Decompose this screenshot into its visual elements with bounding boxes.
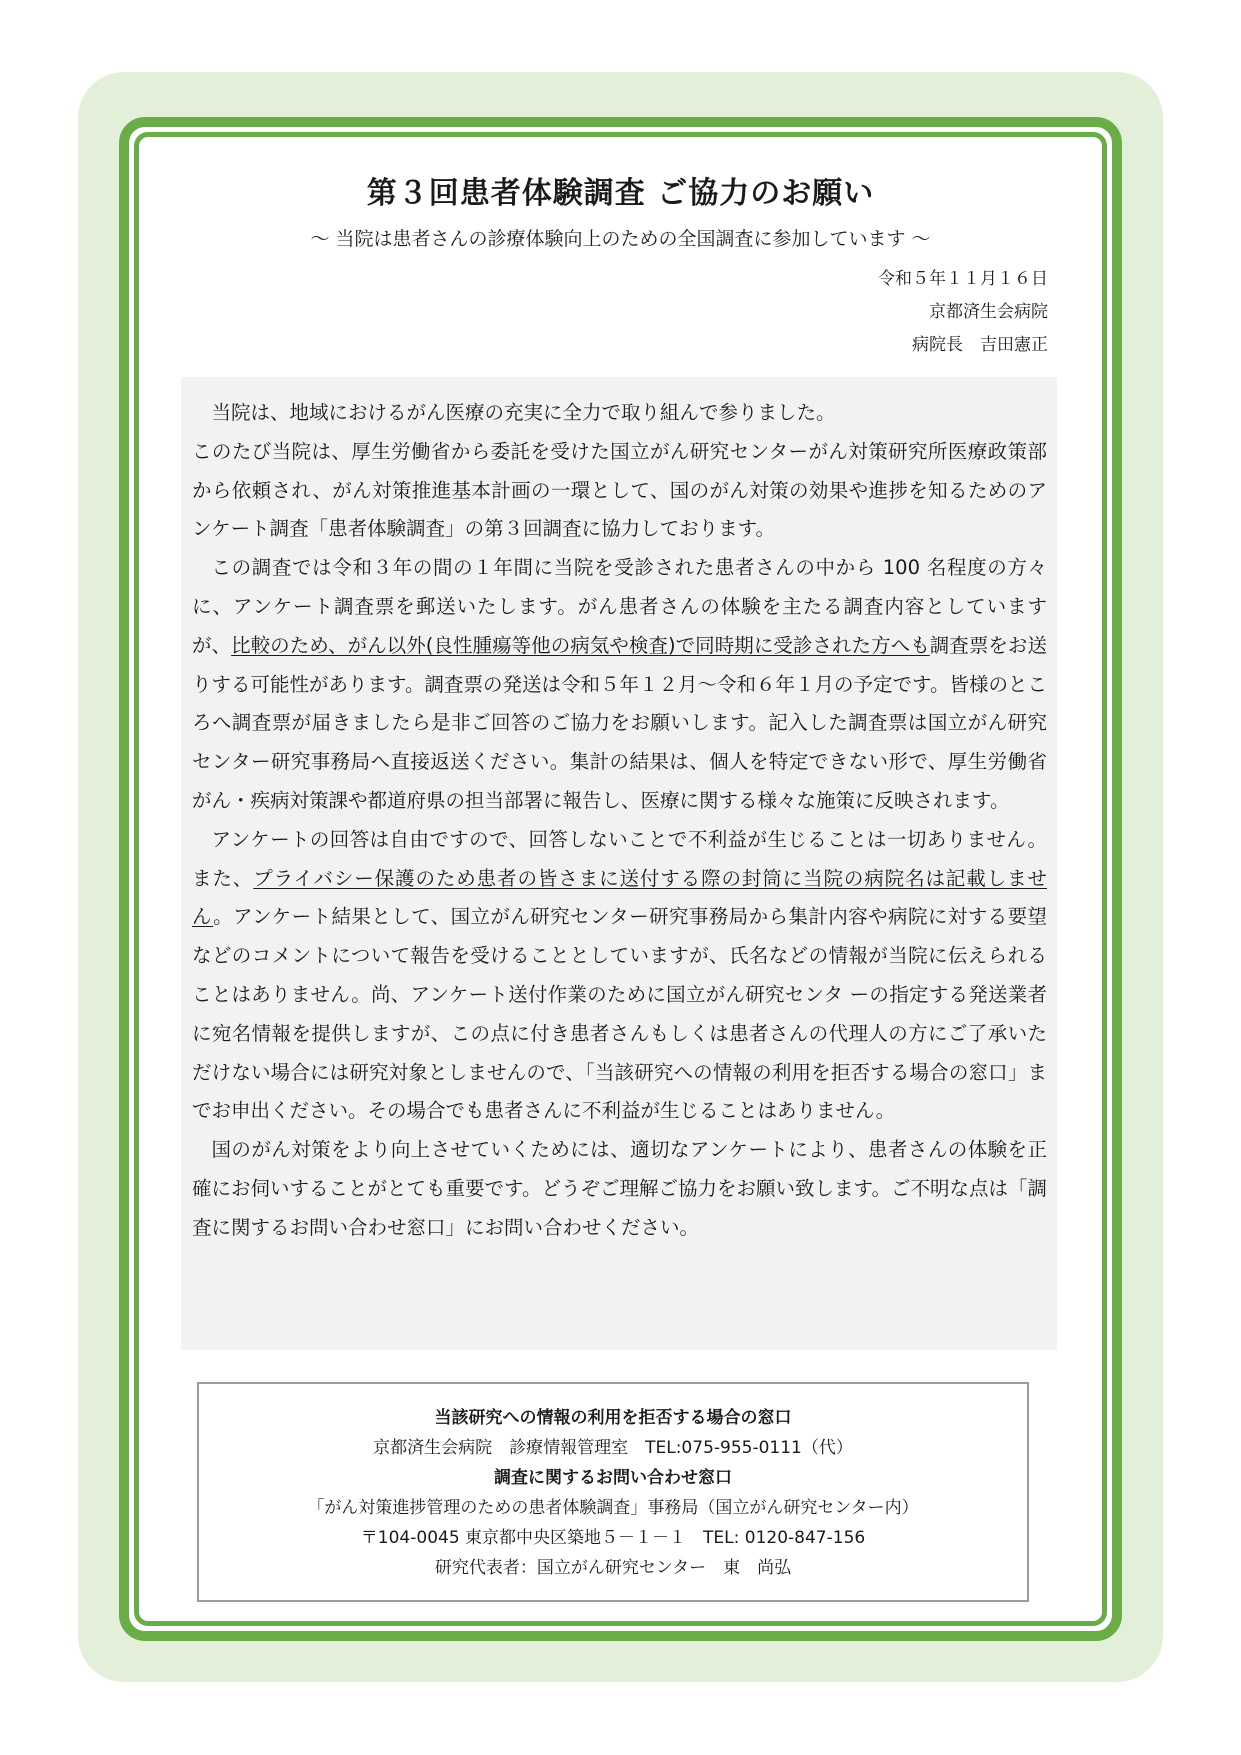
privacy-text-2: 。アンケート結果として、国立がん研究センター研究事務局から集計内容や病院に対する要望などのコメントについて報告を受けることとしていますが、氏名などの情報が当院に伝えられることはありません。尚、アンケート送付作業のために国立がん研究センタ ーの指定する発送業者に宛名情報を提供しますが、この点に付き患者さんもしくは患者さんの代理人の方にご了承いただけない場合には研究対象としませんので、「当該研究への情報の利用を拒否する場合の窓口」までお申出ください。その場合でも患者さんに不利益が生じることはありません。 — [192, 905, 1047, 1123]
issue-date: 令和５年１１月１６日 — [878, 269, 1048, 289]
paragraph-intro: 当院は、地域におけるがん医療の充実に全力で取り組んで参りました。 — [211, 401, 836, 424]
contact-box — [197, 1382, 1029, 1602]
survey-details-text-2: 調査票をお送りする可能性があります。調査票の発送は令和５年１２月～令和６年１月の予定です。皆様のところへ調査票が届きましたら是非ご回答のご協力をお願いします。記入した調査票は国立がん研究センター研究事務局へ直接返送ください。集計の結果は、個人を特定できない形で、厚生労働省がん・疾病対策課や都道府県の担当部署に報告し、医療に関する様々な施策に反映されます。 — [192, 633, 1047, 812]
paragraph-survey-details — [192, 549, 1047, 821]
notice-body — [181, 377, 1057, 1350]
refusal-contact-heading: 当該研究への情報の利用を拒否する場合の窓口 — [434, 1408, 792, 1428]
refusal-contact-line: 京都済生会病院 診療情報管理室 TEL:075-955-0111（代） — [373, 1438, 853, 1458]
page-subtitle: ～ 当院は患者さんの診療体験向上のための全国調査に参加しています ～ — [310, 228, 931, 250]
director-name: 病院長 吉田憲正 — [912, 335, 1048, 355]
paragraph-request: このたび当院は、厚生労働省から委託を受けた国立がん研究センターがん対策研究所医療政策部から依頼され、がん対策推進基本計画の一環として、国のがん対策の効果や進捗を知るためのアンケート調査「患者体験調査」の第３回調査に協力しております。 — [192, 439, 1047, 541]
inquiry-office: 「がん対策進捗管理のための患者体験調査」事務局（国立がん研究センター内） — [307, 1498, 919, 1518]
page-title: 第３回患者体験調査 ご協力のお願い — [366, 176, 875, 211]
principal-investigator: 研究代表者：国立がん研究センター 東 尚弘 — [434, 1558, 792, 1578]
underlined-comparison-note: 比較のため、がん以外(良性腫瘍等他の病気や検査)で同時期に受診された方へも — [231, 633, 930, 657]
paragraph-closing: 国のがん対策をより向上させていくためには、適切なアンケートにより、患者さんの体験を正確にお伺いすることがとても重要です。どうぞご理解ご協力をお願い致します。ご不明な点は「調査に関するお問い合わせ窓口」にお問い合わせください。 — [192, 1138, 1047, 1239]
inquiry-contact-heading: 調査に関するお問い合わせ窓口 — [494, 1468, 732, 1488]
underlined-privacy-note: プライバシー保護のため患者の皆さまに送付する際の封筒に当院の病院名は記載しません — [192, 866, 1047, 929]
privacy-text-1: アンケートの回答は自由ですので、回答しないことで不利益が生じることは一切ありません。また、 — [192, 827, 1047, 890]
paragraph-privacy — [192, 821, 1047, 1131]
survey-details-text-1: この調査では令和３年の間の１年間に当院を受診された患者さんの中から 100 名程度の方々に、アンケート調査票を郵送いたします。がん患者さんの体験を主たる調査内容としていますが、 — [192, 556, 1047, 657]
hospital-name: 京都済生会病院 — [929, 302, 1048, 322]
inquiry-address-phone: 〒104-0045 東京都中央区築地５－１－１ TEL: 0120-847-156 — [360, 1528, 866, 1548]
